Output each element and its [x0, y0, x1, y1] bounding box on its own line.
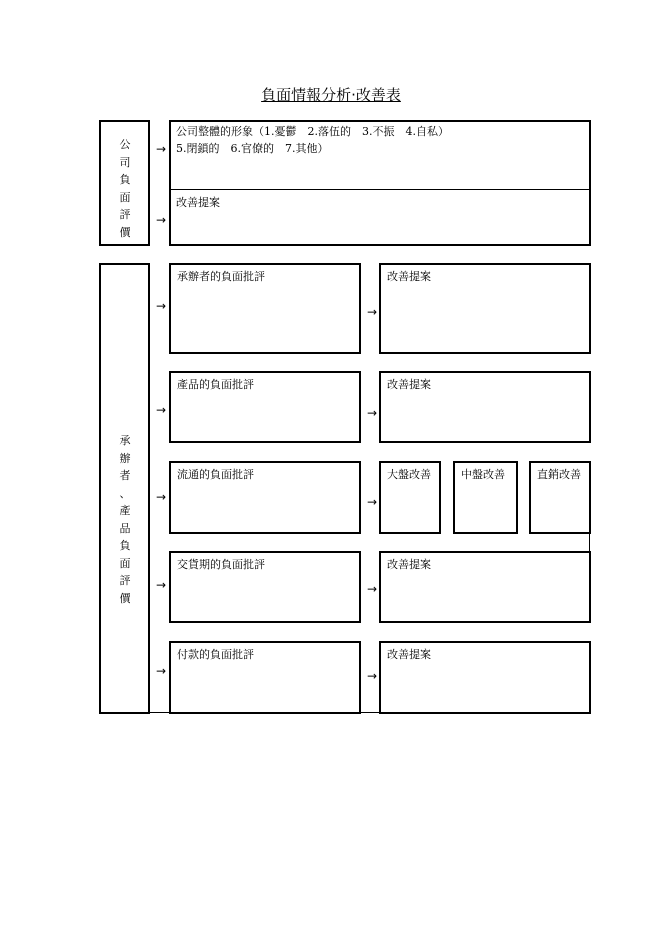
company-label [118, 136, 132, 241]
critique-box-payment [169, 641, 361, 714]
label-char: 公 [119, 138, 131, 151]
critique-box-dealer [169, 263, 361, 354]
critique-box-distribution [169, 461, 361, 534]
option-label: 中盤改善 [461, 468, 505, 481]
label-char: 評 [119, 574, 131, 587]
label-char: 負 [119, 173, 131, 186]
option-label: 直銷改善 [537, 468, 581, 481]
proposal-box [379, 551, 591, 623]
arrow-icon: → [155, 490, 167, 504]
arrow-icon: → [366, 495, 378, 509]
proposal-box [379, 263, 591, 354]
label-char: 、 [119, 486, 131, 500]
arrow-icon: → [366, 582, 378, 596]
label-char: 價 [119, 591, 131, 605]
label-char: 負 [119, 539, 131, 552]
arrow-icon: → [155, 664, 167, 678]
frame-line [359, 712, 380, 713]
arrow-icon: → [366, 669, 378, 683]
label-char: 評 [119, 208, 131, 221]
frame-line [589, 532, 590, 552]
arrow-icon: → [155, 403, 167, 417]
dealer-label [118, 432, 132, 607]
page-title: 負面情報分析‧改善表 [261, 86, 401, 104]
option-label: 大盤改善 [387, 468, 431, 481]
proposal-label: 改善提案 [387, 648, 431, 661]
divider [170, 189, 590, 190]
label-char: 產 [119, 504, 131, 517]
proposal-box [379, 641, 591, 714]
arrow-icon: → [155, 142, 167, 156]
critique-label: 產品的負面批評 [177, 378, 254, 391]
label-char: 司 [119, 155, 131, 169]
arrow-icon: → [366, 305, 378, 319]
label-char: 面 [119, 556, 131, 570]
arrow-icon: → [155, 213, 167, 227]
company-image-line-1: 公司整體的形象（1.憂鬱 2.落伍的 3.不振 4.自私） [176, 125, 449, 138]
arrow-icon: → [366, 406, 378, 420]
label-char: 承 [119, 434, 131, 447]
label-char: 面 [119, 190, 131, 204]
proposal-box [379, 371, 591, 443]
critique-label: 付款的負面批評 [177, 648, 254, 661]
wholesale-improvement-box [379, 461, 441, 534]
dealer-label-box [99, 263, 150, 714]
proposal-label: 改善提案 [387, 270, 431, 283]
critique-label: 交貨期的負面批評 [177, 558, 265, 571]
label-char: 辦 [119, 451, 131, 465]
arrow-icon: → [155, 299, 167, 313]
direct-sales-improvement-box [529, 461, 591, 534]
proposal-label: 改善提案 [387, 558, 431, 571]
label-char: 價 [119, 225, 131, 239]
company-image-line-2: 5.閉鎖的 6.官僚的 7.其他） [176, 142, 329, 155]
label-char: 品 [119, 521, 131, 535]
label-char: 者 [119, 469, 131, 482]
middle-wholesale-improvement-box [453, 461, 518, 534]
critique-box-product [169, 371, 361, 443]
proposal-label: 改善提案 [387, 378, 431, 391]
company-proposal-label: 改善提案 [176, 196, 220, 209]
frame-line [150, 712, 170, 713]
critique-label: 流通的負面批評 [177, 468, 254, 481]
company-label-box [99, 120, 150, 246]
arrow-icon: → [155, 578, 167, 592]
critique-label: 承辦者的負面批評 [177, 270, 265, 283]
critique-box-delivery [169, 551, 361, 623]
